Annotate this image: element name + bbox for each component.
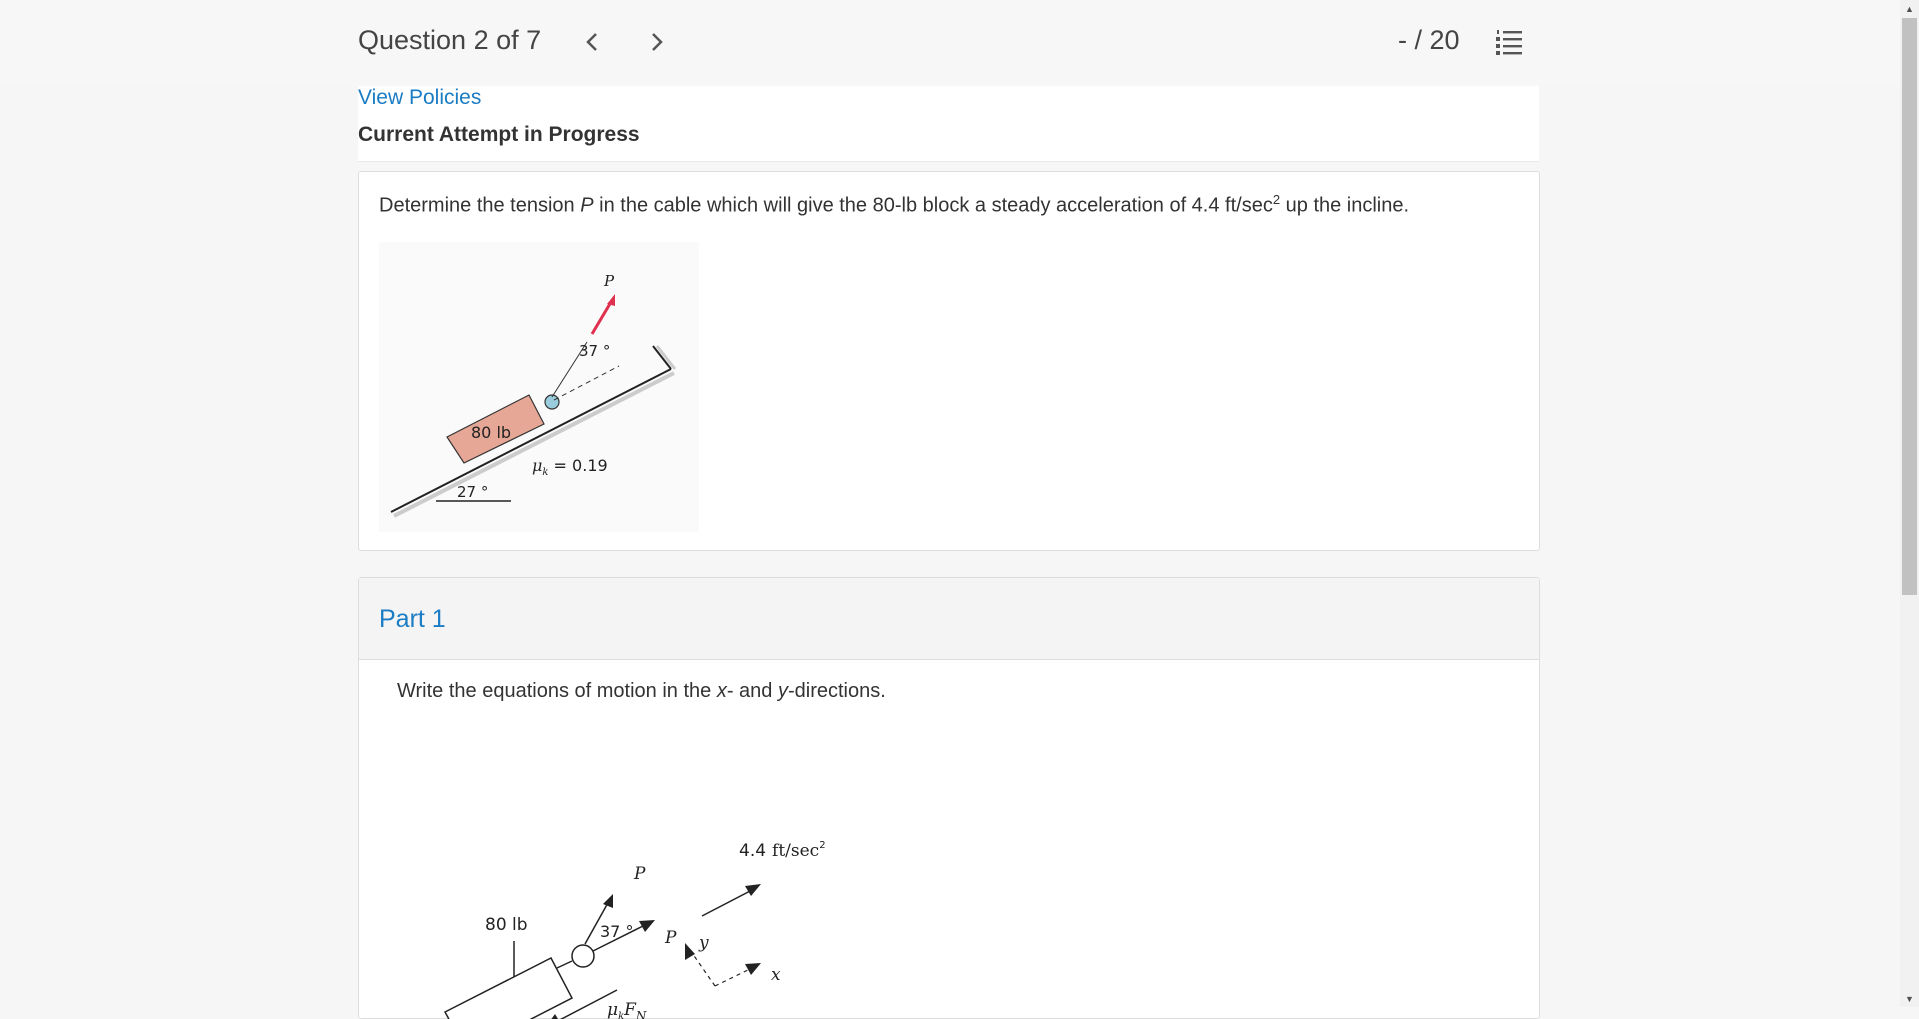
scroll-thumb[interactable] (1902, 18, 1917, 595)
attempt-status: Current Attempt in Progress (358, 123, 640, 146)
part-instruction: Write the equations of motion in the x- and y-directions. (397, 680, 886, 702)
cable-angle-label-2: 37 ° (600, 922, 634, 941)
question-card (358, 171, 1540, 551)
block-label: 80 lb (471, 423, 512, 442)
part-header[interactable] (359, 578, 1539, 660)
friction-force-label: $\mu_kF_N$ (607, 1000, 647, 1019)
free-body-diagram (397, 728, 857, 1019)
chevron-right-icon (650, 31, 664, 53)
view-policies-link[interactable]: View Policies (358, 86, 482, 109)
accel-label: 4.4 $ft/\sec^2$ (739, 840, 826, 861)
force-p-right-label: P (665, 928, 677, 948)
page-scrollbar[interactable] (1900, 0, 1919, 1007)
scroll-down-arrow-icon[interactable]: ▼ (1905, 993, 1914, 1004)
score-display: - / 20 (1398, 25, 1460, 55)
attempt-header (358, 86, 1539, 162)
part-1-card (358, 577, 1540, 1019)
axis-x-label: x (771, 965, 781, 985)
weight-label: 80 lb (485, 915, 528, 935)
chevron-left-icon (585, 31, 599, 53)
part-title: Part 1 (379, 605, 446, 633)
incline-figure (379, 242, 699, 532)
scroll-up-arrow-icon[interactable]: ▲ (1905, 3, 1914, 14)
friction-label: $\mu_k = 0.19$ (532, 456, 608, 478)
force-p-top-label: P (634, 864, 646, 884)
question-counter: Question 2 of 7 (358, 25, 542, 55)
force-p-label: P (604, 272, 615, 290)
next-question-button[interactable] (645, 28, 669, 56)
cable-angle-label: 37 ° (579, 342, 611, 360)
divider (358, 161, 1539, 162)
incline-angle-label: 27 ° (457, 483, 489, 501)
top-bar (0, 0, 1900, 86)
question-list-button[interactable] (1494, 27, 1524, 57)
numbered-list-icon (1494, 27, 1524, 57)
axis-y-label: y (699, 933, 709, 953)
previous-question-button[interactable] (580, 28, 604, 56)
question-text: Determine the tension P in the cable which will give the 80-lb block a steady acceleration of 4.4 $ft/\sec^2$ up the incline. (379, 192, 1410, 217)
